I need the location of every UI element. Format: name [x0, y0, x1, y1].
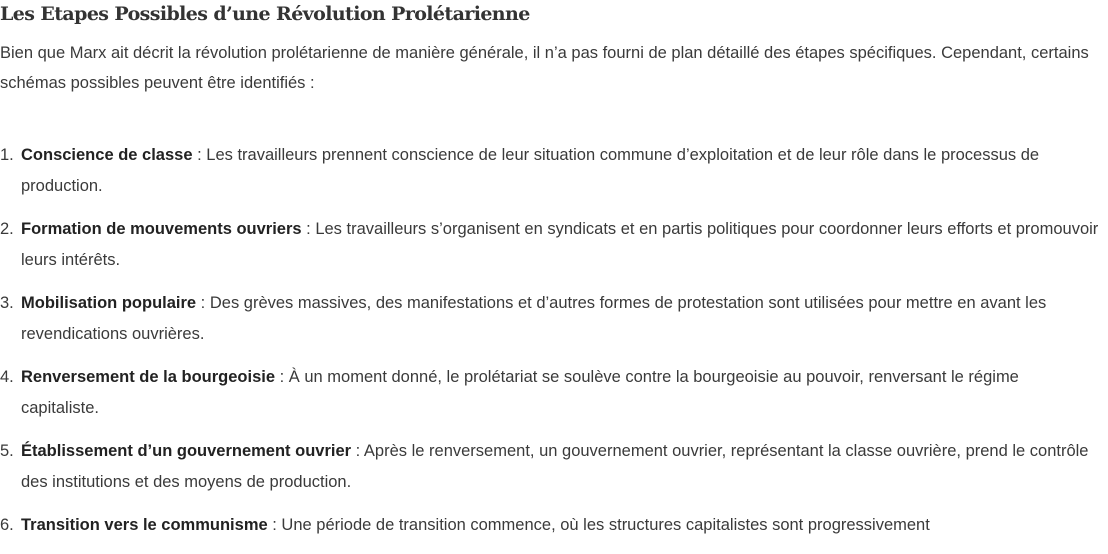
list-item-number: 5.	[0, 442, 14, 460]
list-item-term: Formation de mouvements ouvriers	[21, 220, 302, 238]
list-item-text: : Les travailleurs prennent conscience de leur situation commune d’exploitation et de leur rôle dans le processus de production.	[21, 146, 1040, 195]
list-item-term: Conscience de classe	[21, 146, 193, 164]
list-item-text: : Les travailleurs s’organisent en syndicats et en partis politiques pour coordonner leurs efforts et promouvoir leurs intérêts.	[21, 220, 1099, 269]
list-item-number: 2.	[0, 220, 14, 238]
steps-list	[0, 140, 1100, 554]
list-item	[0, 362, 1100, 423]
list-item-term: Transition vers le communisme	[21, 516, 268, 534]
intro-paragraph: Bien que Marx ait décrit la révolution prolétarienne de manière générale, il n’a pas fourni de plan détaillé des étapes spécifiques. Cependant, certains schémas possibles peuvent être identifiés :	[0, 44, 1089, 92]
list-item-number: 4.	[0, 368, 14, 386]
list-item	[0, 140, 1100, 201]
section-title: Les Etapes Possibles d’une Révolution Prolétarienne	[0, 3, 530, 25]
list-item-term: Renversement de la bourgeoisie	[21, 368, 276, 386]
list-item-text: : À un moment donné, le prolétariat se soulève contre la bourgeoisie au pouvoir, renversant le régime capitaliste.	[21, 368, 1019, 417]
list-item-text: : Après le renversement, un gouvernement ouvrier, représentant la classe ouvrière, prend le contrôle des institutions et des moyens de production.	[21, 442, 1089, 491]
list-item	[0, 436, 1100, 497]
list-item-term: Établissement d’un gouvernement ouvrier	[21, 442, 352, 460]
list-item	[0, 510, 1100, 541]
list-item-number: 1.	[0, 146, 14, 164]
list-item-number: 3.	[0, 294, 14, 312]
list-item-text: : Des grèves massives, des manifestations et d’autres formes de protestation sont utilisées pour mettre en avant les revendications ouvrières.	[21, 294, 1047, 343]
list-item-text: : Une période de transition commence, où les structures capitalistes sont progressivement	[267, 516, 930, 534]
list-item-number: 6.	[0, 516, 14, 534]
list-item	[0, 288, 1100, 349]
list-item-term: Mobilisation populaire	[21, 294, 197, 312]
list-item	[0, 214, 1100, 275]
